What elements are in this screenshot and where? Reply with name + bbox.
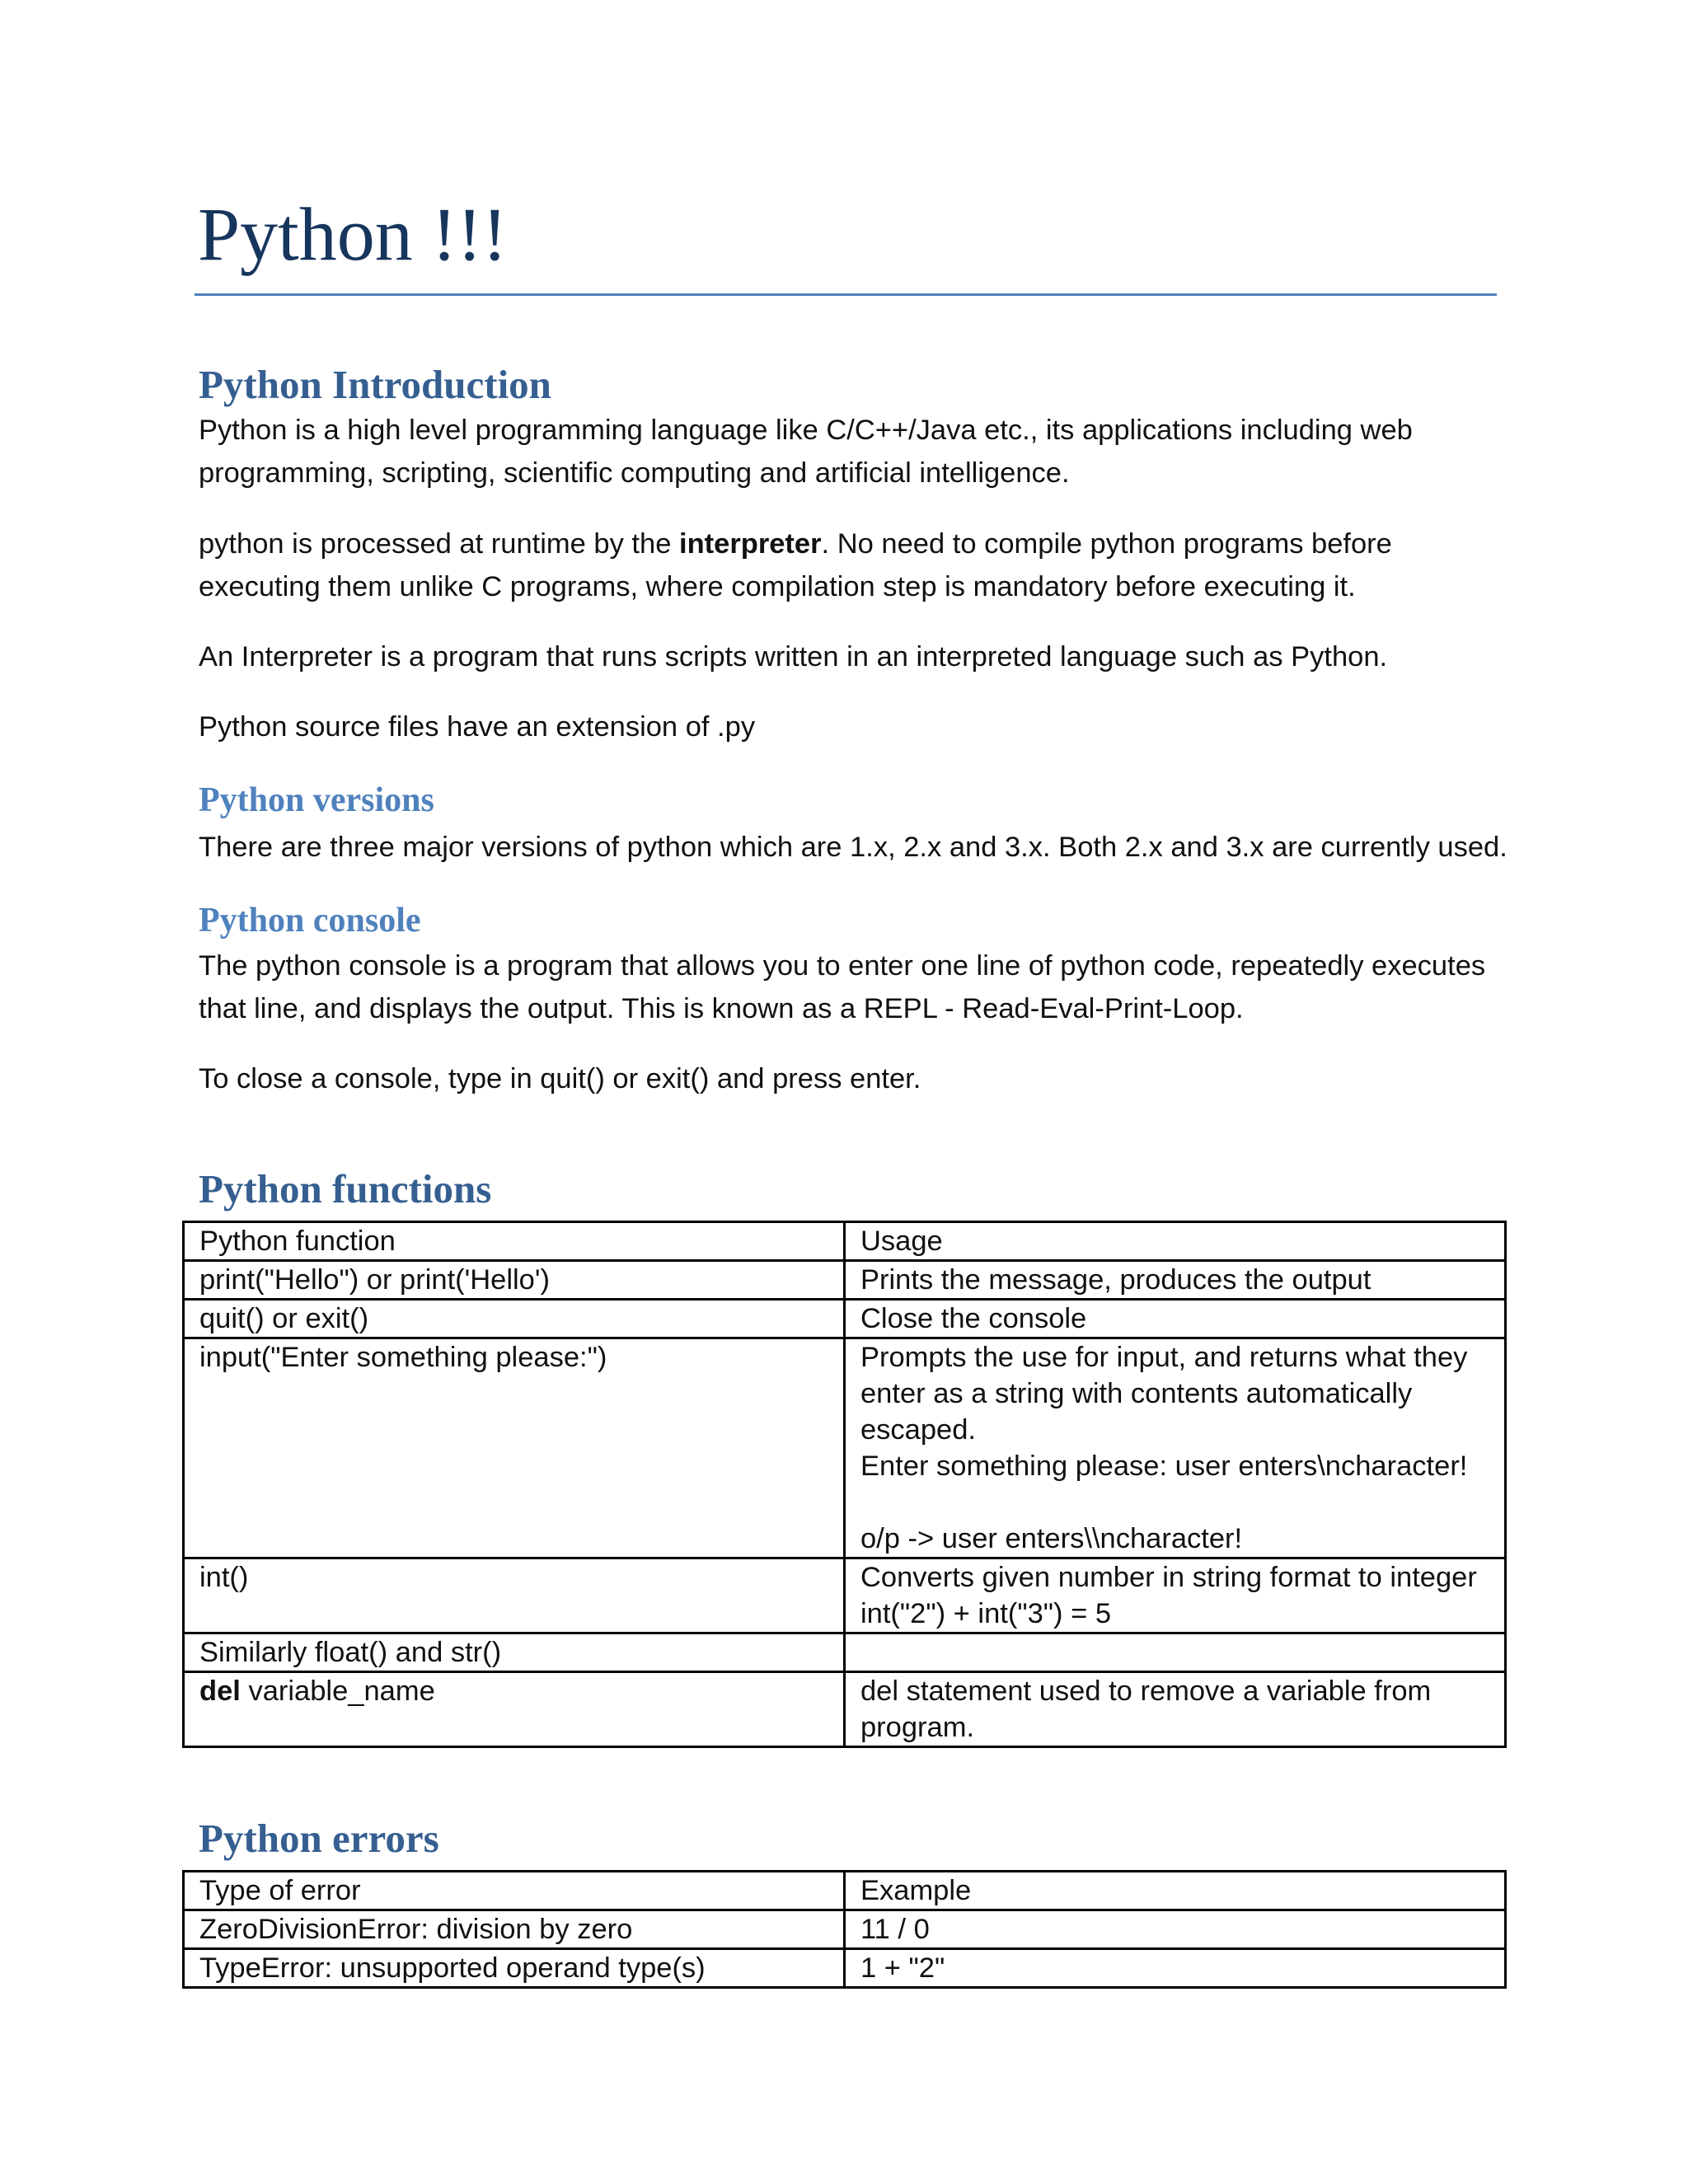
table-row [184, 1261, 1506, 1300]
usage-example-output: o/p -> user enters\\ncharacter! [860, 1523, 1243, 1554]
table-cell [845, 1558, 1506, 1633]
heading-python-errors: Python errors [199, 1816, 439, 1861]
intro-paragraph-4: Python source files have an extension of .py [199, 711, 756, 743]
table-row [184, 1338, 1506, 1558]
heading-python-functions: Python functions [199, 1166, 492, 1212]
errors-table [182, 1870, 1507, 1989]
table-header-row [184, 1222, 1506, 1261]
functions-table [182, 1221, 1507, 1748]
table-cell: print("Hello") or print('Hello') [184, 1261, 845, 1300]
table-row [184, 1300, 1506, 1338]
interpreter-bold-term: interpreter [678, 528, 822, 560]
intro-paragraph-2 [199, 523, 1509, 608]
table-cell: quit() or exit() [184, 1300, 845, 1338]
table-row [184, 1949, 1506, 1988]
intro-p2-text-a: python is processed at runtime by the [199, 528, 679, 560]
intro-paragraph-3: An Interpreter is a program that runs scripts written in an interpreted language such as Python. [199, 641, 1388, 673]
table-cell [184, 1672, 845, 1747]
table-row [184, 1558, 1506, 1633]
table-row [184, 1910, 1506, 1949]
table-cell: Similarly float() and str() [184, 1633, 845, 1672]
blank-line [860, 1484, 1489, 1521]
heading-python-versions: Python versions [199, 781, 434, 819]
table-cell: int() [184, 1558, 845, 1633]
document-title: Python !!! [198, 192, 508, 276]
console-paragraph-2: To close a console, type in quit() or exit() and press enter. [199, 1063, 921, 1094]
table-row [184, 1633, 1506, 1672]
usage-text: Converts given number in string format to integer [860, 1562, 1477, 1593]
table-cell: TypeError: unsupported operand type(s) [184, 1949, 845, 1988]
table-header-row [184, 1872, 1506, 1910]
console-paragraph-1: The python console is a program that allows you to enter one line of python code, repeatedly executes that line, and displays the output. This is known as a REPL - Read-Eval-Print-Loop. [199, 950, 1486, 1024]
table-cell: 1 + "2" [845, 1949, 1506, 1988]
table-cell: 11 / 0 [845, 1910, 1506, 1949]
table-cell: Prints the message, produces the output [845, 1261, 1506, 1300]
table-header-cell: Example [845, 1872, 1506, 1910]
title-underline [195, 293, 1497, 296]
table-cell: del statement used to remove a variable from program. [845, 1672, 1506, 1747]
versions-paragraph: There are three major versions of python which are 1.x, 2.x and 3.x. Both 2.x and 3.x are currently used. [199, 832, 1507, 863]
heading-python-console: Python console [199, 902, 421, 940]
table-cell [845, 1633, 1506, 1672]
table-header-cell: Python function [184, 1222, 845, 1261]
table-row [184, 1672, 1506, 1747]
del-keyword: del [199, 1675, 241, 1707]
table-header-cell: Type of error [184, 1872, 845, 1910]
table-header-cell: Usage [845, 1222, 1506, 1261]
table-cell: input("Enter something please:") [184, 1338, 845, 1558]
usage-example-input: Enter something please: user enters\ncharacter! [860, 1451, 1468, 1482]
table-cell: Close the console [845, 1300, 1506, 1338]
usage-text: Prompts the use for input, and returns what they enter as a string with contents automatically escaped. [860, 1342, 1468, 1446]
usage-example: int("2") + int("3") = 5 [860, 1598, 1112, 1629]
heading-python-introduction: Python Introduction [199, 362, 551, 407]
del-argument: variable_name [240, 1675, 435, 1707]
intro-paragraph-1: Python is a high level programming language like C/C++/Java etc., its applications including web programming, scripting, scientific computing and artificial intelligence. [199, 415, 1413, 489]
intro-p2-text-b: . No need to compile python programs before executing them unlike C programs, where compilation step is mandatory before executing it. [199, 528, 1392, 602]
table-cell [845, 1338, 1506, 1558]
table-cell: ZeroDivisionError: division by zero [184, 1910, 845, 1949]
